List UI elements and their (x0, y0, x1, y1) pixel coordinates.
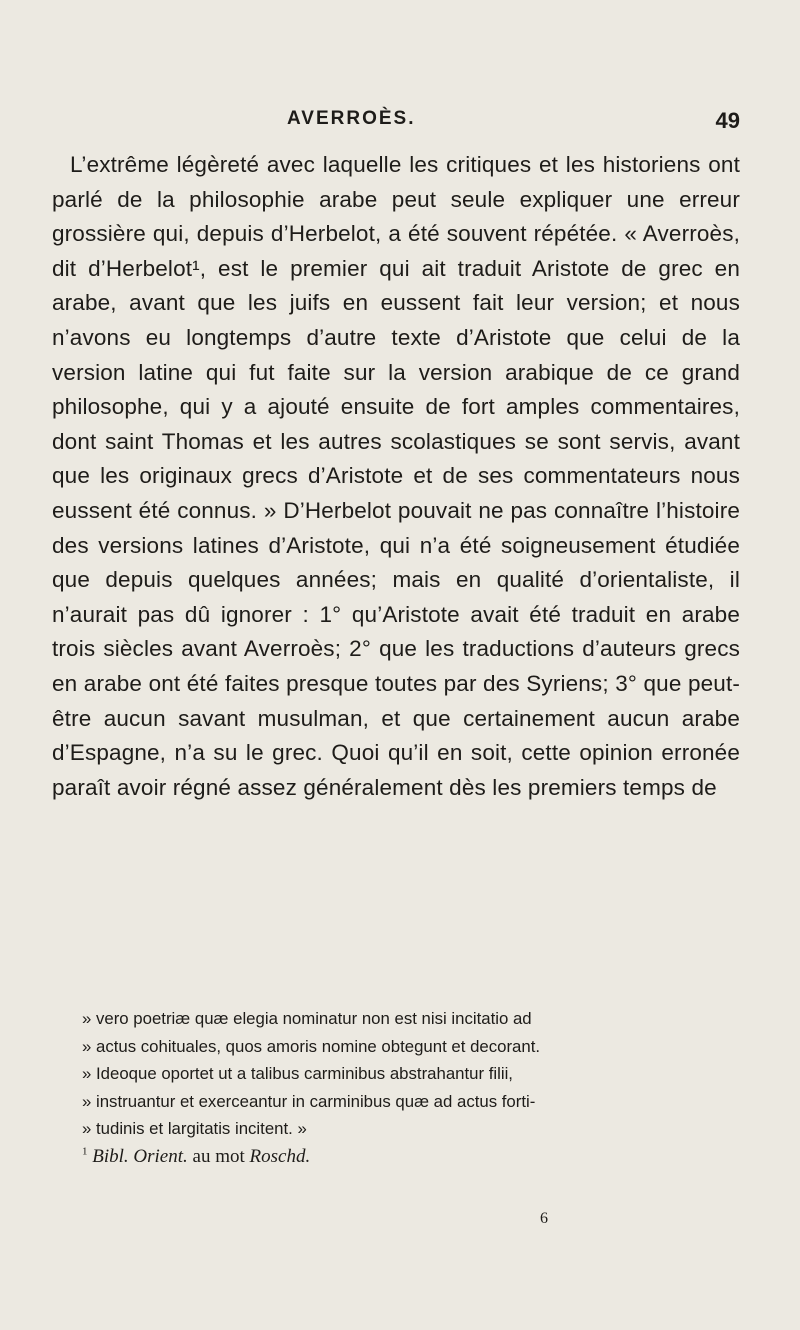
body-paragraph: L’extrême légèreté avec laquelle les critiques et les historiens ont parlé de la philosophie arabe peut seule expliquer une erreur grossière qui, depuis d’Herbelot, a été souvent répétée. « Averroès, dit d’Herbelot¹, est le premier qui ait traduit Aristote de grec en arabe, avant que les juifs en eussent fait leur version; et nous n’avons eu longtemps d’autre texte d’Aristote que celui de la version latine qui fut faite sur la version arabique de ce grand philosophe, qui y a ajouté ensuite de fort amples commentaires, dont saint Thomas et les autres scolastiques se sont servis, avant que les originaux grecs d’Aristote et de ses commentateurs nous eussent été connus. » D’Herbelot pouvait ne pas connaître l’histoire des versions latines d’Aristote, qui n’a été soigneusement étudiée que depuis quelques années; mais en qualité d’orientaliste, il n’aurait pas dû ignorer : 1° qu’Aristote avait été traduit en arabe trois siècles avant Averroès; 2° que les traductions d’auteurs grecs en arabe ont été faites presque toutes par des Syriens; 3° que peut-être aucun savant musulman, et que certainement aucun arabe d’Espagne, n’a su le grec. Quoi qu’il en soit, cette opinion erronée paraît avoir régné assez généralement dès les premiers temps de (52, 152, 740, 800)
footnote-latin-line: » Ideoque oportet ut a talibus carminibus abstrahantur filii, (82, 1064, 513, 1084)
footnote-reference (52, 1143, 740, 1171)
footnote-latin-line: » actus cohituales, quos amoris nomine obtegunt et decorant. (82, 1036, 541, 1056)
footnote-term: Roschd. (249, 1145, 311, 1167)
footnote-latin-line: » vero poetriæ quæ elegia nominatur non est nisi incitatio ad (82, 1009, 532, 1028)
footnote-latin-line: » tudinis et largitatis incitent. » (82, 1119, 307, 1139)
footnote-source: Bibl. Orient. (92, 1145, 188, 1167)
signature-mark: 6 (540, 1210, 548, 1227)
footnote-latin-line: » instruantur et exerceantur in carminibus quæ ad actus forti- (82, 1091, 536, 1111)
footnotes (52, 1005, 740, 1171)
running-head (52, 108, 740, 144)
page-number: 49 (715, 108, 740, 133)
footnote-connector: au mot (187, 1145, 250, 1167)
running-title: AVERROÈS. (287, 108, 416, 129)
footnote-number: 1 (82, 1145, 88, 1158)
